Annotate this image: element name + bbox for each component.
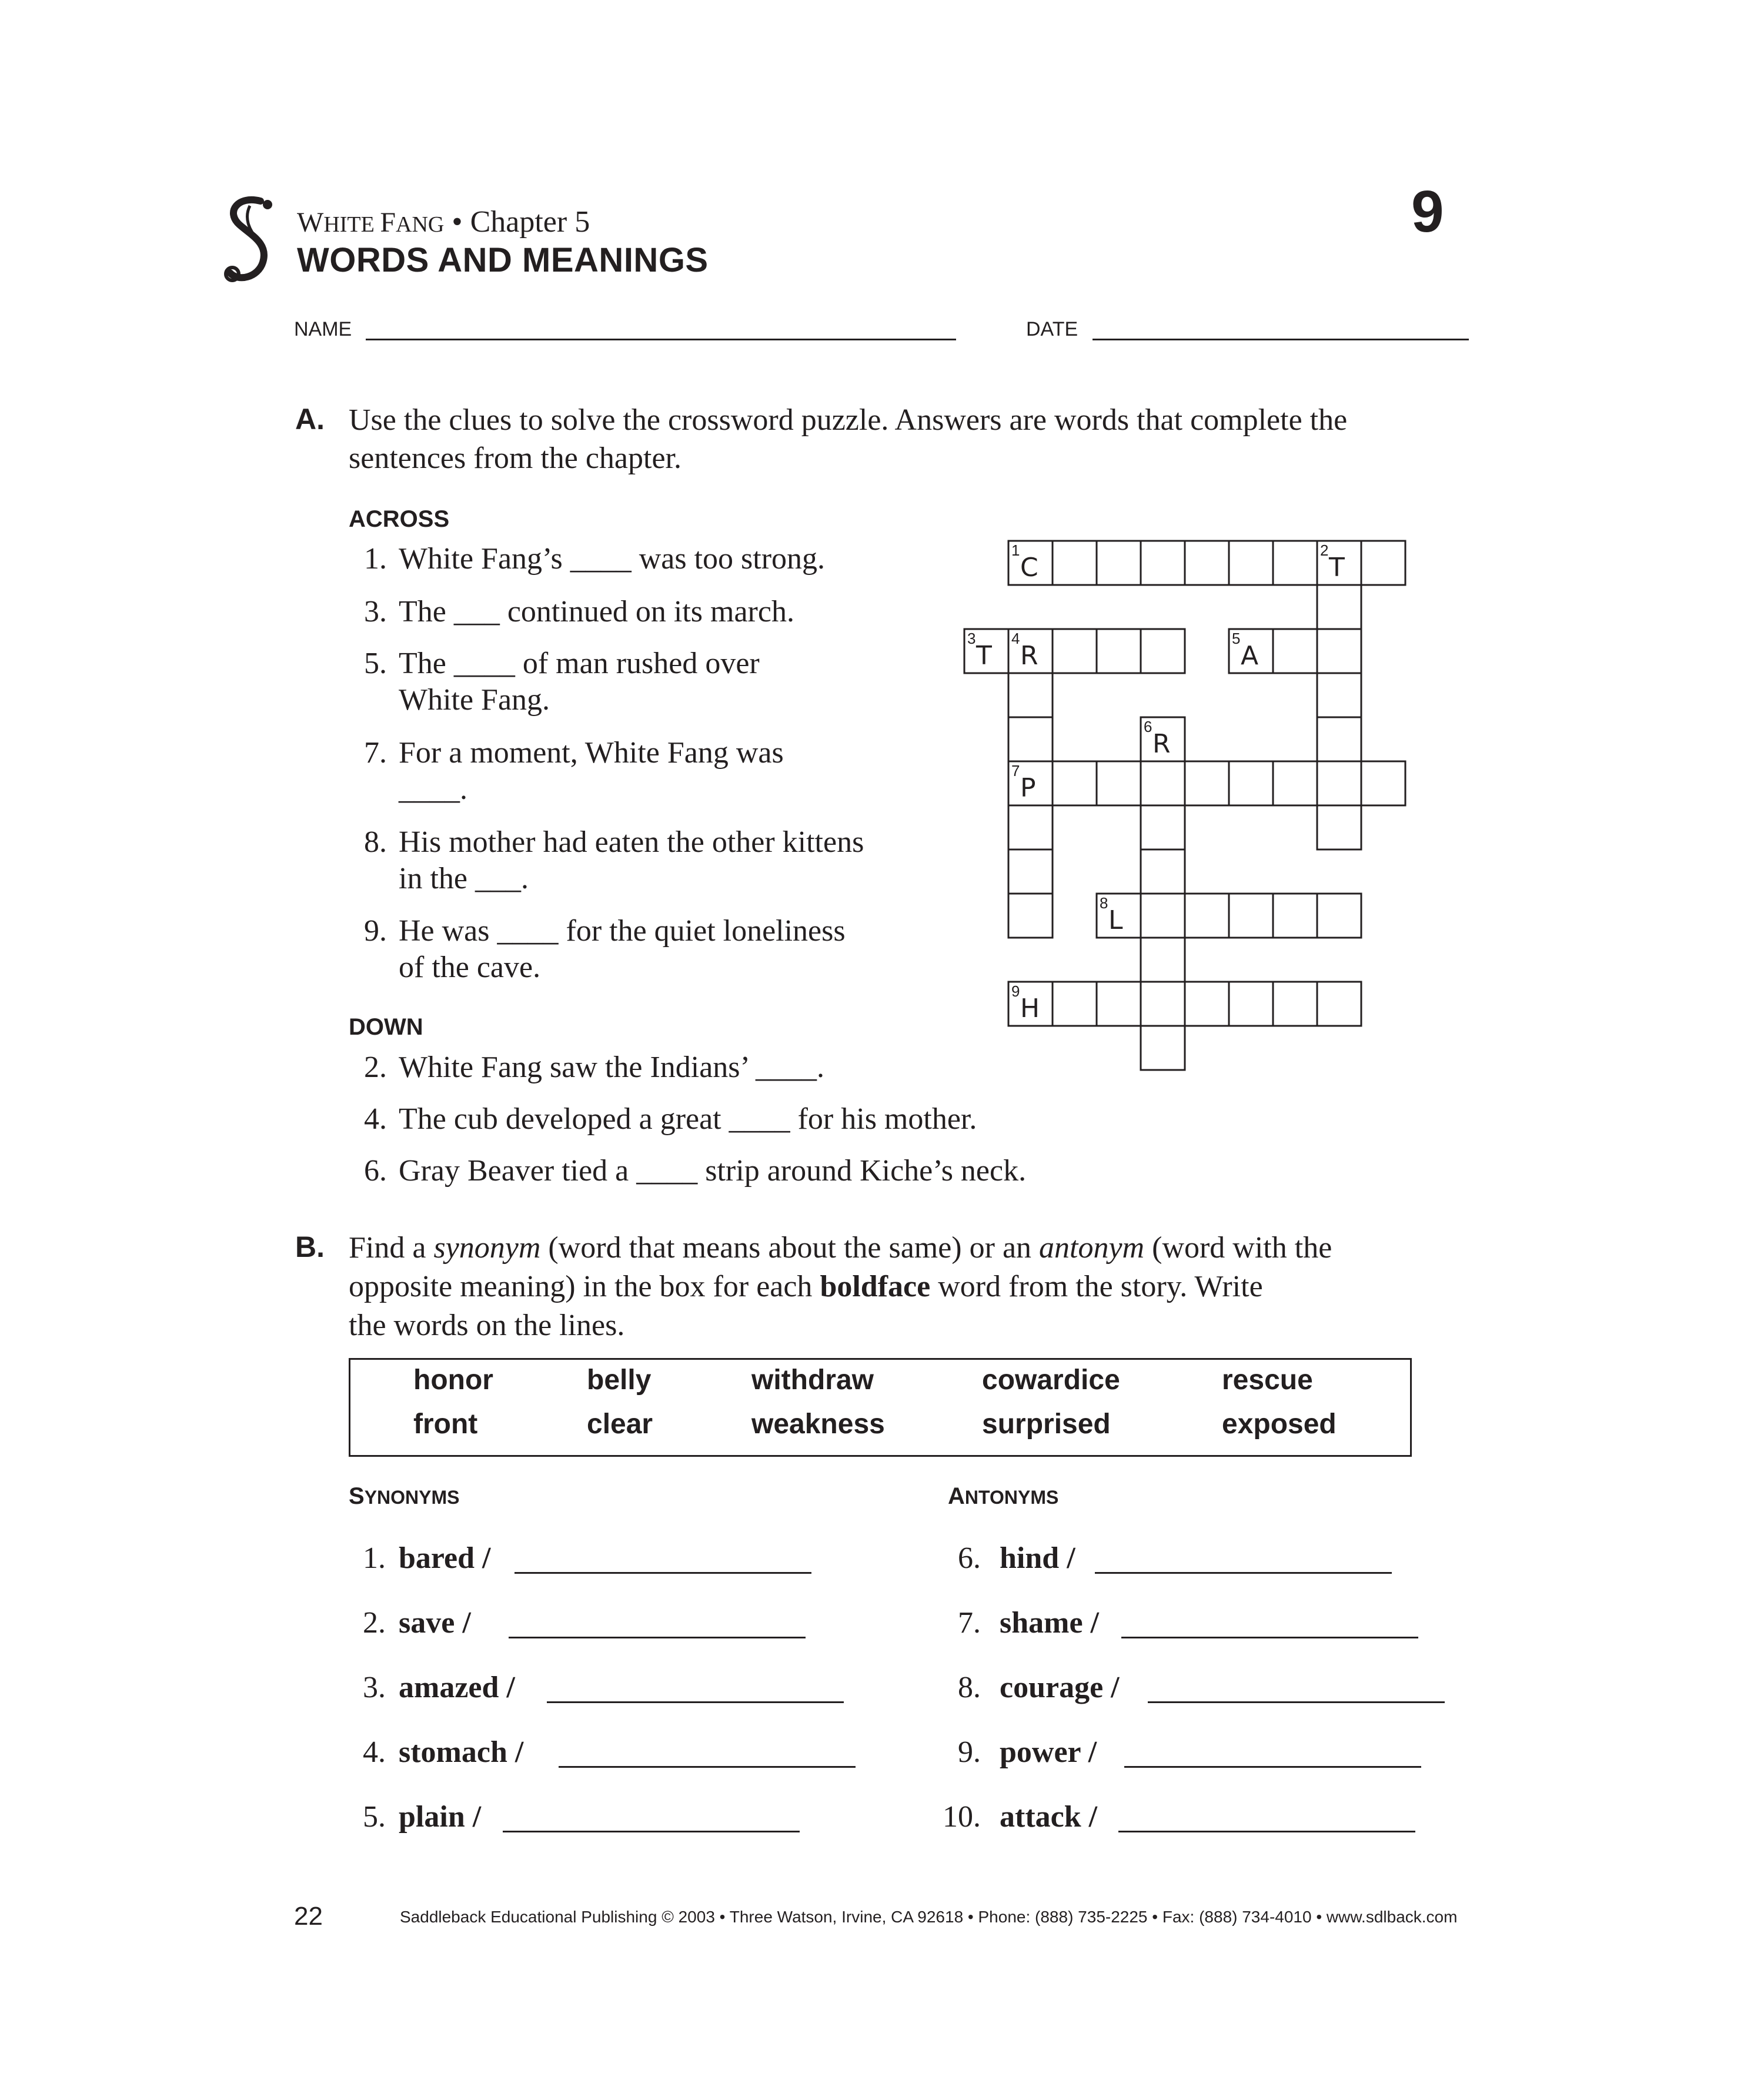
down-clue-text: Gray Beaver tied a ____ strip around Kiche’s neck. (399, 1154, 1027, 1188)
down-clue-text: White Fang saw the Indians’ ____. (399, 1051, 824, 1084)
word-bank-word: exposed (1222, 1409, 1337, 1440)
synonyms-heading (349, 1481, 459, 1512)
title-part: F (380, 207, 396, 238)
crossword-cell[interactable] (1361, 541, 1405, 585)
crossword-cell[interactable] (1317, 673, 1361, 717)
antonym-item-number: 8. (958, 1671, 981, 1704)
title-part: W (297, 207, 324, 238)
instr-text: boldface (820, 1270, 931, 1303)
crossword-cell[interactable] (1008, 717, 1053, 761)
down-clue-number: 6. (364, 1154, 387, 1188)
word-bank-word: cowardice (982, 1364, 1120, 1396)
crossword-cell[interactable] (1141, 938, 1185, 982)
synonym-item-number: 3. (363, 1671, 386, 1704)
antonym-item-word: shame / (1000, 1606, 1099, 1640)
crossword-handwritten-letter: T (1329, 553, 1345, 583)
date-field[interactable] (1093, 339, 1469, 340)
synonym-item-answer-line[interactable] (514, 1572, 811, 1574)
section-a-instructions: sentences from the chapter. (349, 442, 681, 475)
antonyms-heading (948, 1481, 1058, 1512)
synonym-item-word: amazed / (399, 1671, 515, 1704)
synonym-item-word: stomach / (399, 1735, 524, 1769)
crossword-cell[interactable] (1229, 894, 1273, 938)
synonym-item-word: plain / (399, 1800, 482, 1834)
name-label: NAME (294, 318, 352, 340)
antonym-item-answer-line[interactable] (1148, 1701, 1445, 1703)
crossword-cell[interactable] (1185, 761, 1229, 805)
section-b-letter: B. (295, 1230, 325, 1263)
crossword-cell-number: 6 (1144, 718, 1152, 735)
crossword-handwritten-letter: L (1108, 905, 1123, 935)
synonym-item-number: 1. (363, 1541, 386, 1575)
crossword-cell[interactable] (1317, 805, 1361, 849)
instr-text: synonym (433, 1231, 541, 1265)
crossword-cell[interactable] (1317, 585, 1361, 629)
word-bank-word: withdraw (751, 1364, 874, 1396)
heading-part: S (349, 1483, 365, 1509)
crossword-handwritten-letter: T (976, 641, 992, 671)
heading-part: A (948, 1483, 965, 1509)
title-part: HITE (323, 212, 380, 237)
synonym-item-number: 2. (363, 1606, 386, 1640)
crossword-cell-number: 1 (1011, 541, 1020, 559)
synonym-item-answer-line[interactable] (547, 1701, 844, 1703)
crossword-handwritten-letter: R (1152, 729, 1171, 759)
crossword-cell[interactable] (1008, 673, 1053, 717)
synonym-item-answer-line[interactable] (503, 1831, 800, 1832)
across-clue-text: The ____ of man rushed over (399, 647, 760, 680)
across-clue-text: His mother had eaten the other kittens (399, 825, 864, 859)
date-label: DATE (1026, 318, 1078, 340)
crossword-cell[interactable] (1141, 894, 1185, 938)
crossword-cell[interactable] (1141, 1026, 1185, 1070)
crossword-cell[interactable] (1185, 541, 1229, 585)
crossword-cell[interactable] (1273, 541, 1317, 585)
across-clue-text: in the ___. (399, 862, 529, 895)
crossword-cell[interactable] (1273, 982, 1317, 1026)
crossword-handwritten-letter: R (1020, 641, 1038, 671)
antonym-item-answer-line[interactable] (1118, 1831, 1415, 1832)
synonym-item-word: bared / (399, 1541, 491, 1575)
across-clue-text: The ___ continued on its march. (399, 595, 794, 628)
crossword-cell[interactable] (1229, 761, 1273, 805)
across-clue-number: 5. (364, 647, 387, 680)
instr-text: antonym (1039, 1231, 1145, 1265)
antonym-item-word: hind / (1000, 1541, 1075, 1575)
crossword-handwritten-letter: A (1241, 641, 1259, 671)
crossword-cell-number: 8 (1100, 894, 1108, 912)
across-clue-number: 7. (364, 736, 387, 770)
section-b-instructions: the words on the lines. (349, 1309, 625, 1342)
crossword-cell[interactable] (1317, 761, 1361, 805)
antonym-item-word: courage / (1000, 1671, 1120, 1704)
word-bank-word: belly (587, 1364, 652, 1396)
word-bank-word: clear (587, 1409, 653, 1440)
page-number: 22 (294, 1902, 323, 1931)
crossword-cell-number: 7 (1011, 762, 1020, 780)
antonym-item-number: 9. (958, 1735, 981, 1769)
word-bank-word: weakness (751, 1409, 885, 1440)
crossword-cell[interactable] (1053, 761, 1097, 805)
section-logo-icon (215, 194, 285, 288)
crossword-cell-number: 2 (1320, 541, 1329, 559)
crossword-cell[interactable] (1185, 982, 1229, 1026)
crossword-cell[interactable] (1141, 761, 1185, 805)
crossword-handwritten-letter: P (1020, 773, 1036, 803)
crossword-cell[interactable] (1317, 717, 1361, 761)
heading-part: NTONYMS (964, 1487, 1059, 1508)
section-a-instructions: Use the clues to solve the crossword puzzle. Answers are words that complete the (349, 403, 1348, 437)
crossword-cell[interactable] (1273, 629, 1317, 673)
instr-text: opposite meaning) in the box for each (349, 1270, 820, 1303)
antonym-item-answer-line[interactable] (1095, 1572, 1392, 1574)
antonym-item-number: 7. (958, 1606, 981, 1640)
publisher-footer: Saddleback Educational Publishing © 2003 • Three Watson, Irvine, CA 92618 • Phone: (888) 735-2225 • Fax: (888) 734-4010 • www.sdlback.com (400, 1908, 1458, 1926)
crossword-cell-number: 9 (1011, 982, 1020, 1000)
instr-text: (word that means about the same) or an (540, 1231, 1040, 1265)
heading-part: YNONYMS (364, 1487, 460, 1508)
across-clue-number: 1. (364, 542, 387, 576)
crossword-grid (964, 541, 1420, 1032)
crossword-cell[interactable] (1008, 805, 1053, 849)
crossword-cell[interactable] (1317, 629, 1361, 673)
synonym-item-answer-line[interactable] (509, 1637, 806, 1638)
across-clue-text: of the cave. (399, 951, 541, 984)
synonym-item-answer-line[interactable] (559, 1766, 856, 1768)
section-a-letter: A. (295, 403, 325, 436)
down-clue-number: 2. (364, 1051, 387, 1084)
crossword-cell[interactable] (1229, 982, 1273, 1026)
crossword-cell[interactable] (1141, 541, 1185, 585)
section-b-instructions (349, 1267, 1263, 1306)
crossword-cell[interactable] (1273, 761, 1317, 805)
crossword-cell[interactable] (1097, 541, 1141, 585)
crossword-cell[interactable] (1008, 894, 1053, 938)
title-part: ANG (396, 212, 445, 237)
antonym-item-answer-line[interactable] (1124, 1766, 1421, 1768)
crossword-cell-number: 4 (1011, 630, 1020, 647)
across-clue-text: He was ____ for the quiet loneliness (399, 914, 846, 948)
crossword-cell[interactable] (1317, 894, 1361, 938)
crossword-cell[interactable] (1185, 894, 1229, 938)
crossword-cell[interactable] (1229, 541, 1273, 585)
crossword-cell[interactable] (1141, 849, 1185, 894)
across-clue-number: 9. (364, 914, 387, 948)
across-heading: ACROSS (349, 506, 450, 532)
word-bank-word: surprised (982, 1409, 1111, 1440)
crossword-cell-number: 5 (1232, 630, 1241, 647)
instr-text: word from the story. Write (930, 1270, 1263, 1303)
antonym-item-answer-line[interactable] (1121, 1637, 1418, 1638)
book-chapter-title (297, 205, 590, 242)
instr-text: Find a (349, 1231, 434, 1265)
crossword-cell[interactable] (1141, 629, 1185, 673)
crossword-cell[interactable] (1097, 982, 1141, 1026)
across-clue-text: For a moment, White Fang was (399, 736, 784, 770)
word-bank-word: honor (413, 1364, 493, 1396)
antonym-item-number: 6. (958, 1541, 981, 1575)
chapter-label: • Chapter 5 (444, 205, 590, 239)
unit-number: 9 (1411, 179, 1444, 245)
crossword-cell-number: 3 (967, 630, 976, 647)
synonym-item-number: 5. (363, 1800, 386, 1834)
crossword-cell[interactable] (1273, 894, 1317, 938)
word-bank-word: rescue (1222, 1364, 1313, 1396)
name-field[interactable] (366, 339, 956, 340)
antonym-item-word: attack / (1000, 1800, 1098, 1834)
crossword-cell[interactable] (1141, 982, 1185, 1026)
synonym-item-number: 4. (363, 1735, 386, 1769)
crossword-cell[interactable] (1317, 982, 1361, 1026)
across-clue-text: White Fang’s ____ was too strong. (399, 542, 826, 576)
antonym-item-number: 10. (943, 1800, 981, 1834)
section-b-instructions (349, 1229, 1332, 1267)
down-clue-text: The cub developed a great ____ for his mother. (399, 1102, 977, 1136)
crossword-cell[interactable] (1053, 629, 1097, 673)
crossword-cell[interactable] (1053, 541, 1097, 585)
down-heading: DOWN (349, 1014, 423, 1040)
crossword-handwritten-letter: H (1020, 994, 1040, 1024)
crossword-cell[interactable] (1361, 761, 1405, 805)
instr-text: (word with the (1144, 1231, 1332, 1265)
antonym-item-word: power / (1000, 1735, 1097, 1769)
across-clue-text: ____. (399, 772, 467, 806)
crossword-cell[interactable] (1097, 761, 1141, 805)
across-clue-text: White Fang. (399, 683, 550, 717)
crossword-cell[interactable] (1053, 982, 1097, 1026)
crossword-cell[interactable] (1008, 849, 1053, 894)
across-clue-number: 8. (364, 825, 387, 859)
crossword-handwritten-letter: C (1020, 553, 1038, 583)
page-title: WORDS AND MEANINGS (297, 241, 709, 279)
down-clue-number: 4. (364, 1102, 387, 1136)
word-bank-word: front (413, 1409, 478, 1440)
synonym-item-word: save / (399, 1606, 471, 1640)
across-clue-number: 3. (364, 595, 387, 628)
crossword-cell[interactable] (1141, 805, 1185, 849)
crossword-cell[interactable] (1097, 629, 1141, 673)
